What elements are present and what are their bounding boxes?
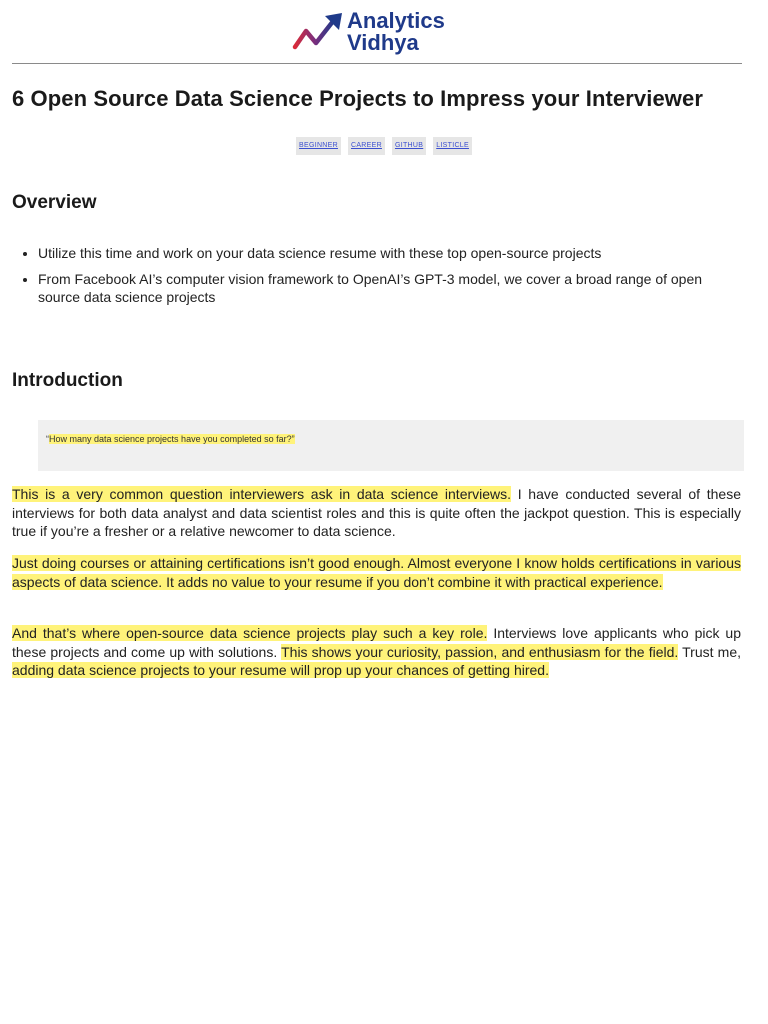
overview-heading: Overview <box>12 192 97 213</box>
list-item: • Utilize this time and work on your data science resume with these top open-source projects <box>38 244 742 262</box>
paragraph-text: I have conducted several of these interviews for both data analyst and data scientist roles and this is quite often the jackpot question. This is especially true if you’re a fresher or a relative newcomer to data science. <box>12 486 741 540</box>
paragraph-3 <box>12 624 741 680</box>
highlighted-text: adding data science projects to your resume will prop up your chances of getting hired. <box>12 662 549 679</box>
logo-wordmark <box>347 10 445 54</box>
tag-career[interactable]: CAREER <box>348 137 385 155</box>
tag-list <box>0 137 768 155</box>
site-header <box>0 0 768 64</box>
analytics-vidhya-logo[interactable] <box>292 8 464 56</box>
highlighted-text: And that’s where open-source data science projects play such a key role. <box>12 625 488 641</box>
overview-list <box>12 244 742 314</box>
quote-open-mark: “ <box>46 434 49 444</box>
blockquote <box>38 420 744 471</box>
quote-text: How many data science projects have you completed so far?” <box>49 434 295 444</box>
paragraph-text: Interviews love applicants who pick up these projects and come up with solutions. <box>12 625 741 660</box>
header-divider <box>12 63 742 64</box>
tag-github[interactable]: GITHUB <box>392 137 426 155</box>
logo-line-1: Analytics <box>347 8 445 33</box>
paragraph-1 <box>12 485 741 541</box>
list-item: • From Facebook AI’s computer vision framework to OpenAI’s GPT-3 model, we cover a broad range of open source data science projects <box>38 270 742 306</box>
paragraph-2 <box>12 554 741 591</box>
article-title: 6 Open Source Data Science Projects to Impress your Interviewer <box>12 86 704 111</box>
tag-beginner[interactable]: BEGINNER <box>296 137 341 155</box>
introduction-heading: Introduction <box>12 370 123 391</box>
highlighted-text: Just doing courses or attaining certifications isn’t good enough. Almost everyone I know holds certifications in various aspects of data science. It adds no value to your resume if you don’t combine it with practical experience. <box>12 555 741 590</box>
trend-arrow-icon <box>292 10 346 52</box>
logo-line-2: Vidhya <box>347 30 419 55</box>
highlighted-text: This shows your curiosity, passion, and enthusiasm for the field. <box>281 643 679 660</box>
tag-listicle[interactable]: LISTICLE <box>433 137 472 155</box>
paragraph-text: Trust me, <box>678 643 741 660</box>
highlighted-text: This is a very common question interviewers ask in data science interviews. <box>12 486 512 502</box>
